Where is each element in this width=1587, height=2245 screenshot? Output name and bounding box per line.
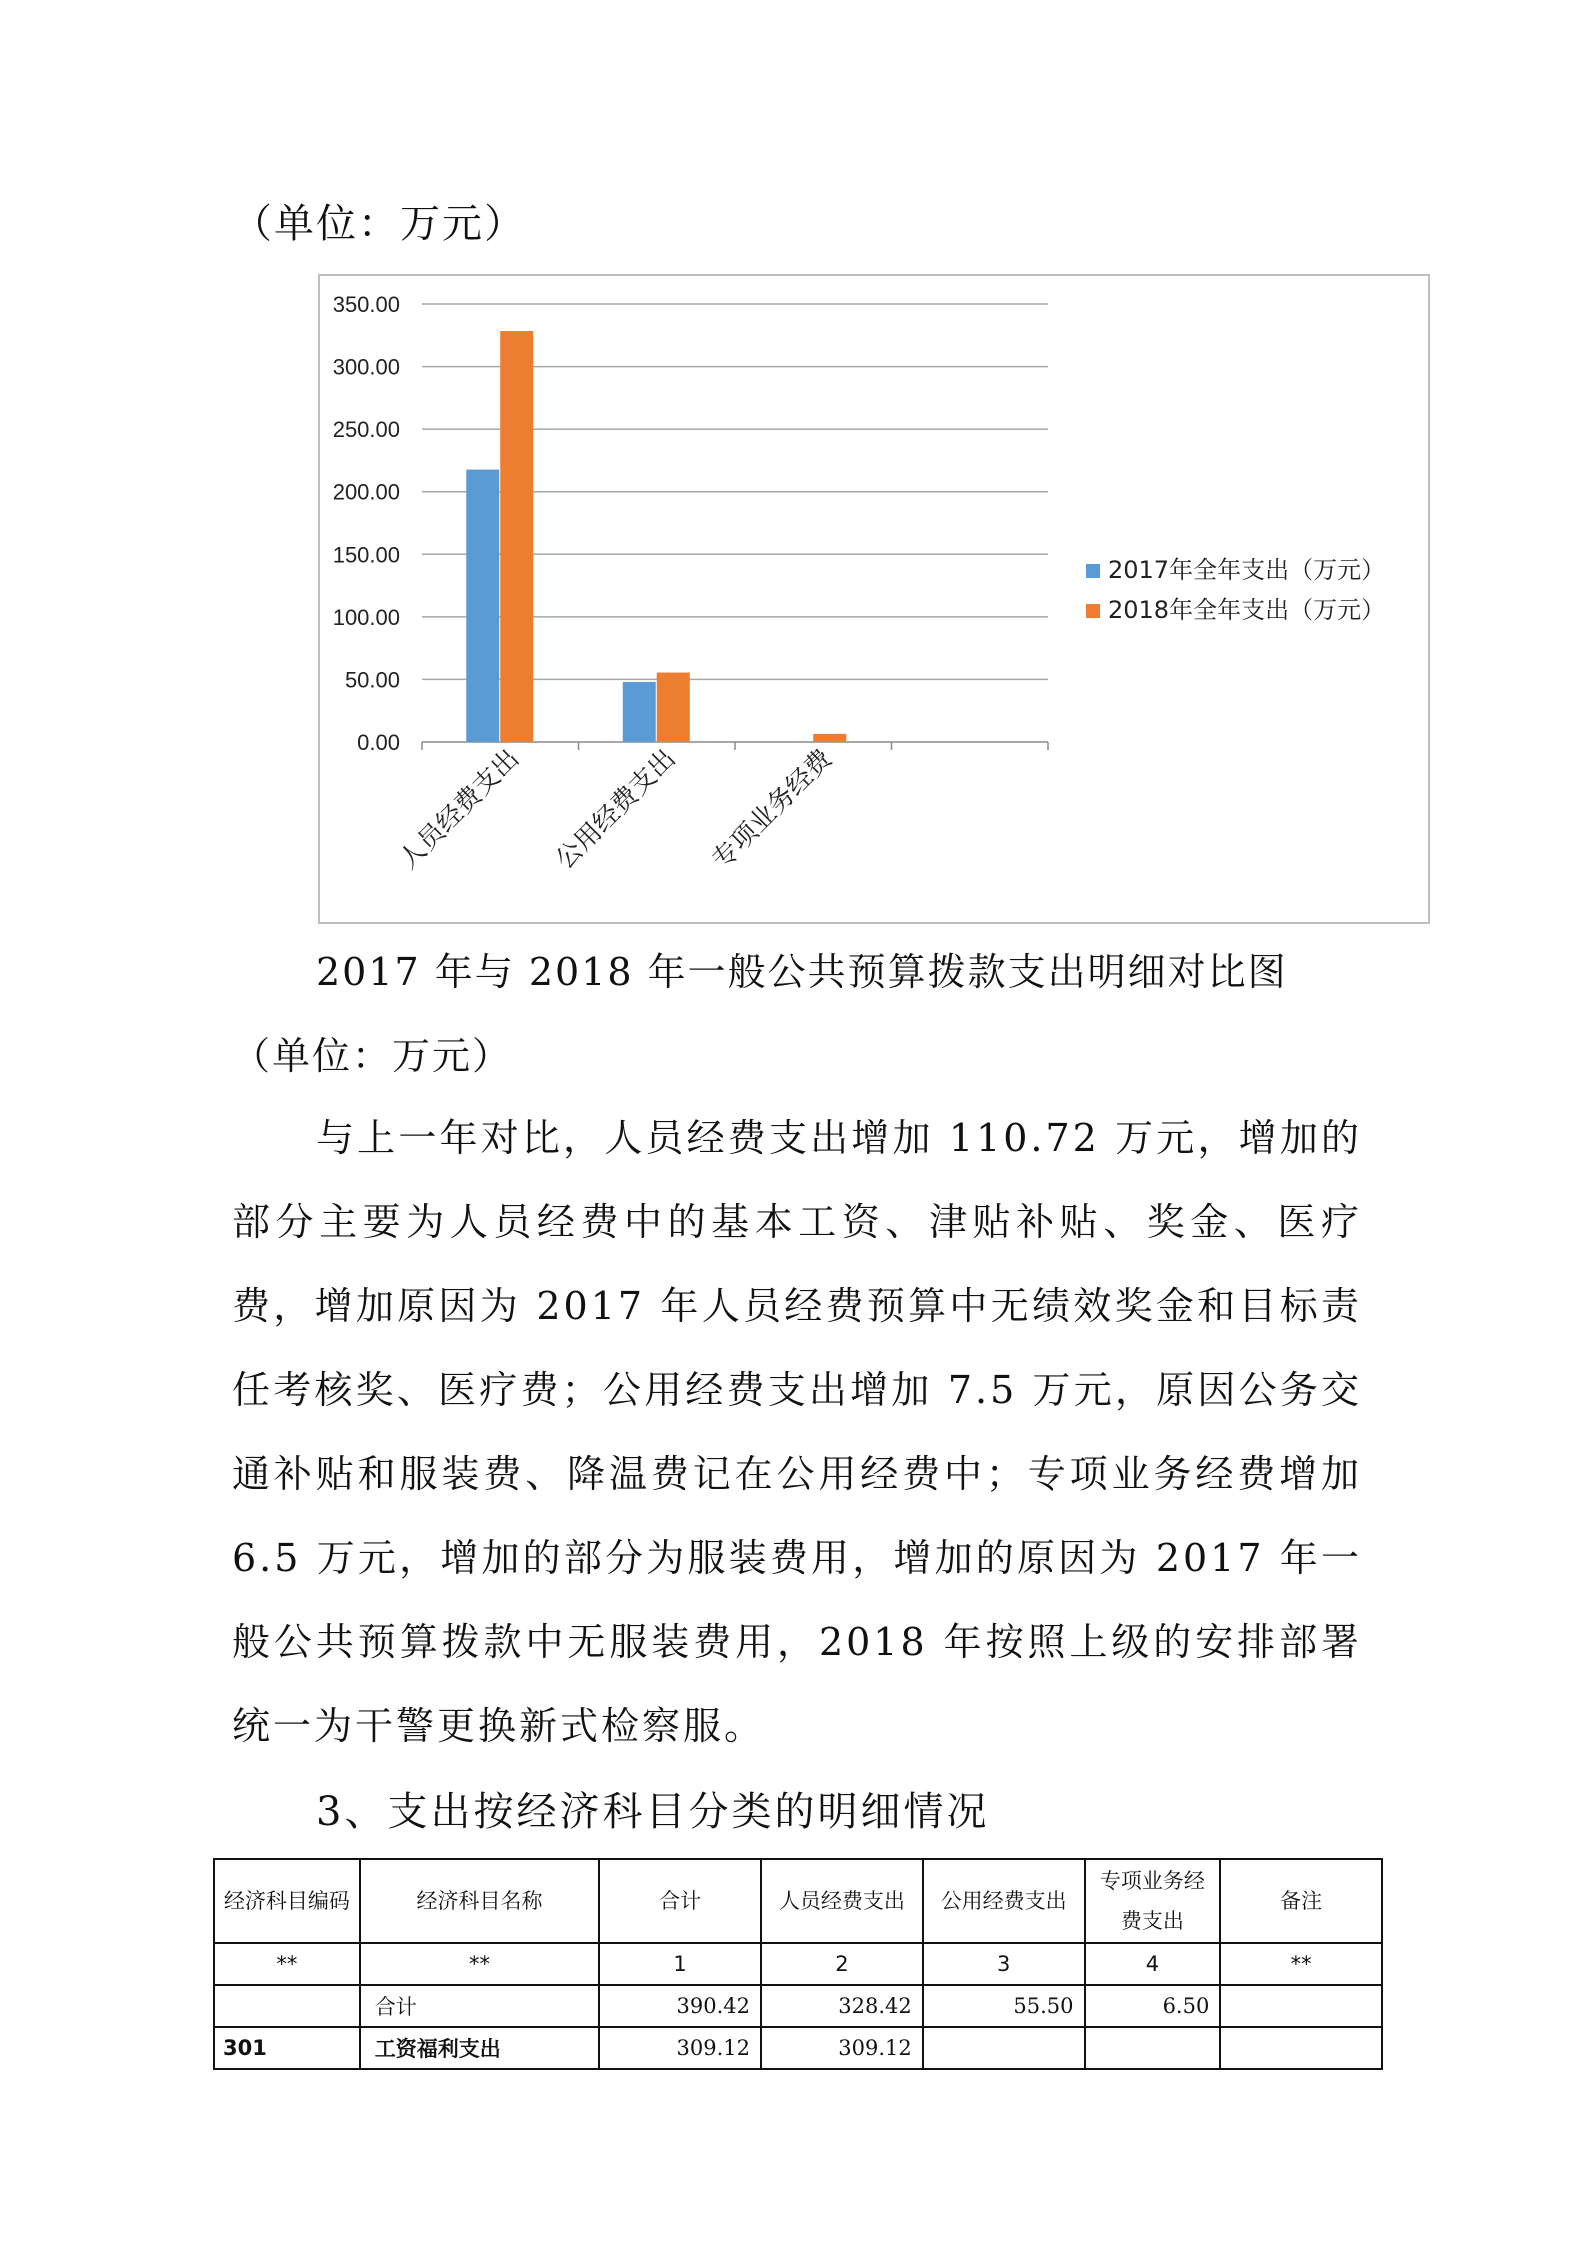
- header-special: 专项业务经费支出: [1085, 1859, 1221, 1943]
- legend-entry: 2018年全年支出（万元）: [1108, 596, 1386, 624]
- row-note: [1220, 2027, 1382, 2069]
- total-public: 55.50: [923, 1985, 1085, 2027]
- index-cell: 2: [761, 1943, 923, 1985]
- y-tick-label: 50.00: [344, 667, 400, 693]
- bar-chart: [318, 274, 1430, 924]
- y-tick-label: 100.00: [332, 604, 400, 630]
- y-tick-label: 300.00: [332, 354, 400, 380]
- header-name: 经济科目名称: [360, 1859, 599, 1943]
- table-total-row: [214, 1985, 1382, 2027]
- header-personnel: 人员经费支出: [761, 1859, 923, 1943]
- row-public: [923, 2027, 1085, 2069]
- total-note: [1220, 1985, 1382, 2027]
- total-total: 390.42: [599, 1985, 761, 2027]
- x-category-label: 公用经费支出: [550, 743, 682, 876]
- section-title: 3、支出按经济科目分类的明细情况: [316, 1789, 990, 1835]
- header-total: 合计: [599, 1859, 761, 1943]
- table-row: [214, 2027, 1382, 2069]
- total-code: [214, 1985, 360, 2027]
- total-name: 合计: [360, 1985, 599, 2027]
- legend-swatch: [1086, 564, 1100, 578]
- table-index-row: [214, 1943, 1382, 1985]
- bar: [657, 673, 690, 742]
- x-category-label: 专项业务经费: [706, 743, 839, 876]
- legend-swatch: [1086, 604, 1100, 618]
- legend-entry: 2017年全年支出（万元）: [1108, 556, 1386, 584]
- row-total: 309.12: [599, 2027, 761, 2069]
- chart-caption: 2017 年与 2018 年一般公共预算拨款支出明细对比图（单位：万元）: [232, 950, 1288, 1078]
- row-special: [1085, 2027, 1221, 2069]
- header-note: 备注: [1220, 1859, 1382, 1943]
- header-code: 经济科目编码: [214, 1859, 360, 1943]
- x-category-label: 人员经费支出: [393, 743, 526, 876]
- index-cell: 3: [923, 1943, 1085, 1985]
- y-tick-label: 350.00: [332, 292, 400, 317]
- y-tick-label: 0.00: [357, 730, 400, 755]
- total-special: 6.50: [1085, 1985, 1221, 2027]
- analysis-paragraph: 与上一年对比，人员经费支出增加 110.72 万元，增加的部分主要为人员经费中的基本工资、津贴补贴、奖金、医疗费，增加原因为 2017 年人员经费预算中无绩效奖金和目标责任考核奖、医疗费；公用经费支出增加 7.5 万元，原因公务交通补贴和服装费、降温费记在公用经费中；专项业务经费增加 6.5 万元，增加的部分为服装费用，增加的原因为 2017 年一般公共预算拨款中无服装费用，2018 年按照上级的安排部署统一为干警更换新式检察服。: [232, 1116, 1362, 1748]
- y-tick-label: 250.00: [332, 417, 400, 443]
- y-tick-label: 200.00: [332, 479, 400, 505]
- bar: [466, 470, 499, 742]
- header-public: 公用经费支出: [923, 1859, 1085, 1943]
- total-personnel: 328.42: [761, 1985, 923, 2027]
- index-cell: 4: [1085, 1943, 1221, 1985]
- bar-chart-svg: [320, 276, 1428, 922]
- row-personnel: 309.12: [761, 2027, 923, 2069]
- index-cell: **: [1220, 1943, 1382, 1985]
- unit-label: （单位：万元）: [232, 201, 526, 247]
- y-tick-label: 150.00: [332, 542, 400, 568]
- bar: [813, 734, 846, 742]
- row-code: 301: [214, 2027, 360, 2069]
- row-name: 工资福利支出: [360, 2027, 599, 2069]
- economic-classification-table: [213, 1858, 1383, 2070]
- index-cell: **: [360, 1943, 599, 1985]
- index-cell: 1: [599, 1943, 761, 1985]
- index-cell: **: [214, 1943, 360, 1985]
- table-header-row: [214, 1859, 1382, 1943]
- bar: [623, 682, 656, 742]
- bar: [500, 331, 533, 742]
